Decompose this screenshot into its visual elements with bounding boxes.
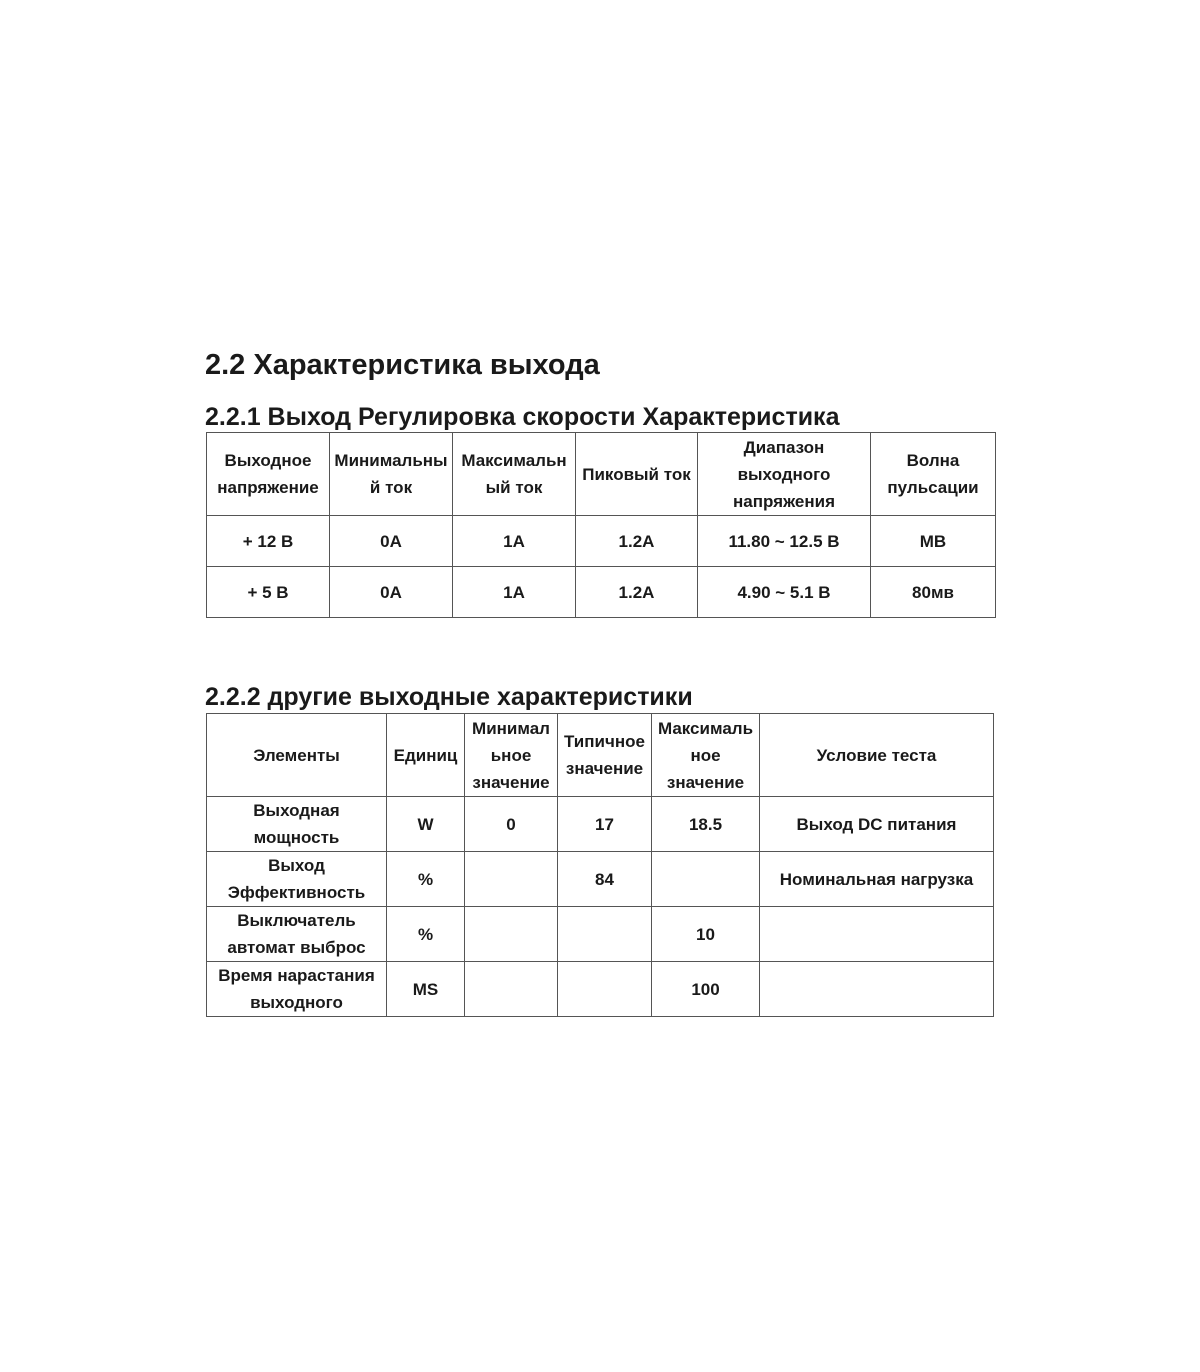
other-output-characteristics-table bbox=[206, 713, 994, 1017]
header-cell: Волна пульсации bbox=[871, 433, 996, 516]
table-header-row bbox=[207, 714, 994, 797]
table-cell: Выходная мощность bbox=[207, 797, 387, 852]
table-cell: 18.5 bbox=[652, 797, 760, 852]
table-cell: 84 bbox=[558, 852, 652, 907]
table-cell: Выключатель автомат выброс bbox=[207, 907, 387, 962]
header-cell: Минимальны й ток bbox=[330, 433, 453, 516]
table-cell: 0 bbox=[465, 797, 558, 852]
output-regulation-table bbox=[206, 432, 996, 618]
table-cell: 1.2А bbox=[576, 516, 698, 567]
table-cell: 17 bbox=[558, 797, 652, 852]
header-cell: Пиковый ток bbox=[576, 433, 698, 516]
table-row bbox=[207, 797, 994, 852]
table-row bbox=[207, 516, 996, 567]
table-cell: Время нарастания выходного bbox=[207, 962, 387, 1017]
header-cell: Выходное напряжение bbox=[207, 433, 330, 516]
header-cell: Типичное значение bbox=[558, 714, 652, 797]
table-cell: Выход DC питания bbox=[760, 797, 994, 852]
table-cell bbox=[558, 962, 652, 1017]
table-cell bbox=[760, 962, 994, 1017]
header-cell: Максималь ное значение bbox=[652, 714, 760, 797]
header-cell: Диапазон выходного напряжения bbox=[698, 433, 871, 516]
section-title: 2.2 Характеристика выхода bbox=[205, 349, 600, 381]
table-cell: 1А bbox=[453, 567, 576, 618]
header-cell: Единиц bbox=[387, 714, 465, 797]
table-cell bbox=[465, 962, 558, 1017]
header-cell: Максимальн ый ток bbox=[453, 433, 576, 516]
table-cell: 80мв bbox=[871, 567, 996, 618]
header-cell: Минимал ьное значение bbox=[465, 714, 558, 797]
header-cell: Условие теста bbox=[760, 714, 994, 797]
table1-title: 2.2.1 Выход Регулировка скорости Характеристика bbox=[205, 403, 840, 431]
table-cell: 0А bbox=[330, 567, 453, 618]
table-cell bbox=[465, 852, 558, 907]
table-cell: + 5 В bbox=[207, 567, 330, 618]
table-row bbox=[207, 907, 994, 962]
table-row bbox=[207, 852, 994, 907]
table-row bbox=[207, 962, 994, 1017]
table-cell: МВ bbox=[871, 516, 996, 567]
table-cell: % bbox=[387, 907, 465, 962]
table-cell bbox=[652, 852, 760, 907]
table2-title: 2.2.2 другие выходные характеристики bbox=[205, 683, 693, 711]
table-cell: 4.90 ~ 5.1 В bbox=[698, 567, 871, 618]
table-cell: 1.2А bbox=[576, 567, 698, 618]
table-cell: 10 bbox=[652, 907, 760, 962]
table-cell: Выход Эффективность bbox=[207, 852, 387, 907]
table-cell bbox=[760, 907, 994, 962]
table-cell: 0А bbox=[330, 516, 453, 567]
table-cell bbox=[465, 907, 558, 962]
table-cell: MS bbox=[387, 962, 465, 1017]
table-cell bbox=[558, 907, 652, 962]
table-cell: 11.80 ~ 12.5 В bbox=[698, 516, 871, 567]
table-cell: Номинальная нагрузка bbox=[760, 852, 994, 907]
table-cell: W bbox=[387, 797, 465, 852]
table-header-row bbox=[207, 433, 996, 516]
table-cell: + 12 В bbox=[207, 516, 330, 567]
table-cell: 100 bbox=[652, 962, 760, 1017]
header-cell: Элементы bbox=[207, 714, 387, 797]
table-cell: 1А bbox=[453, 516, 576, 567]
table-row bbox=[207, 567, 996, 618]
table-cell: % bbox=[387, 852, 465, 907]
